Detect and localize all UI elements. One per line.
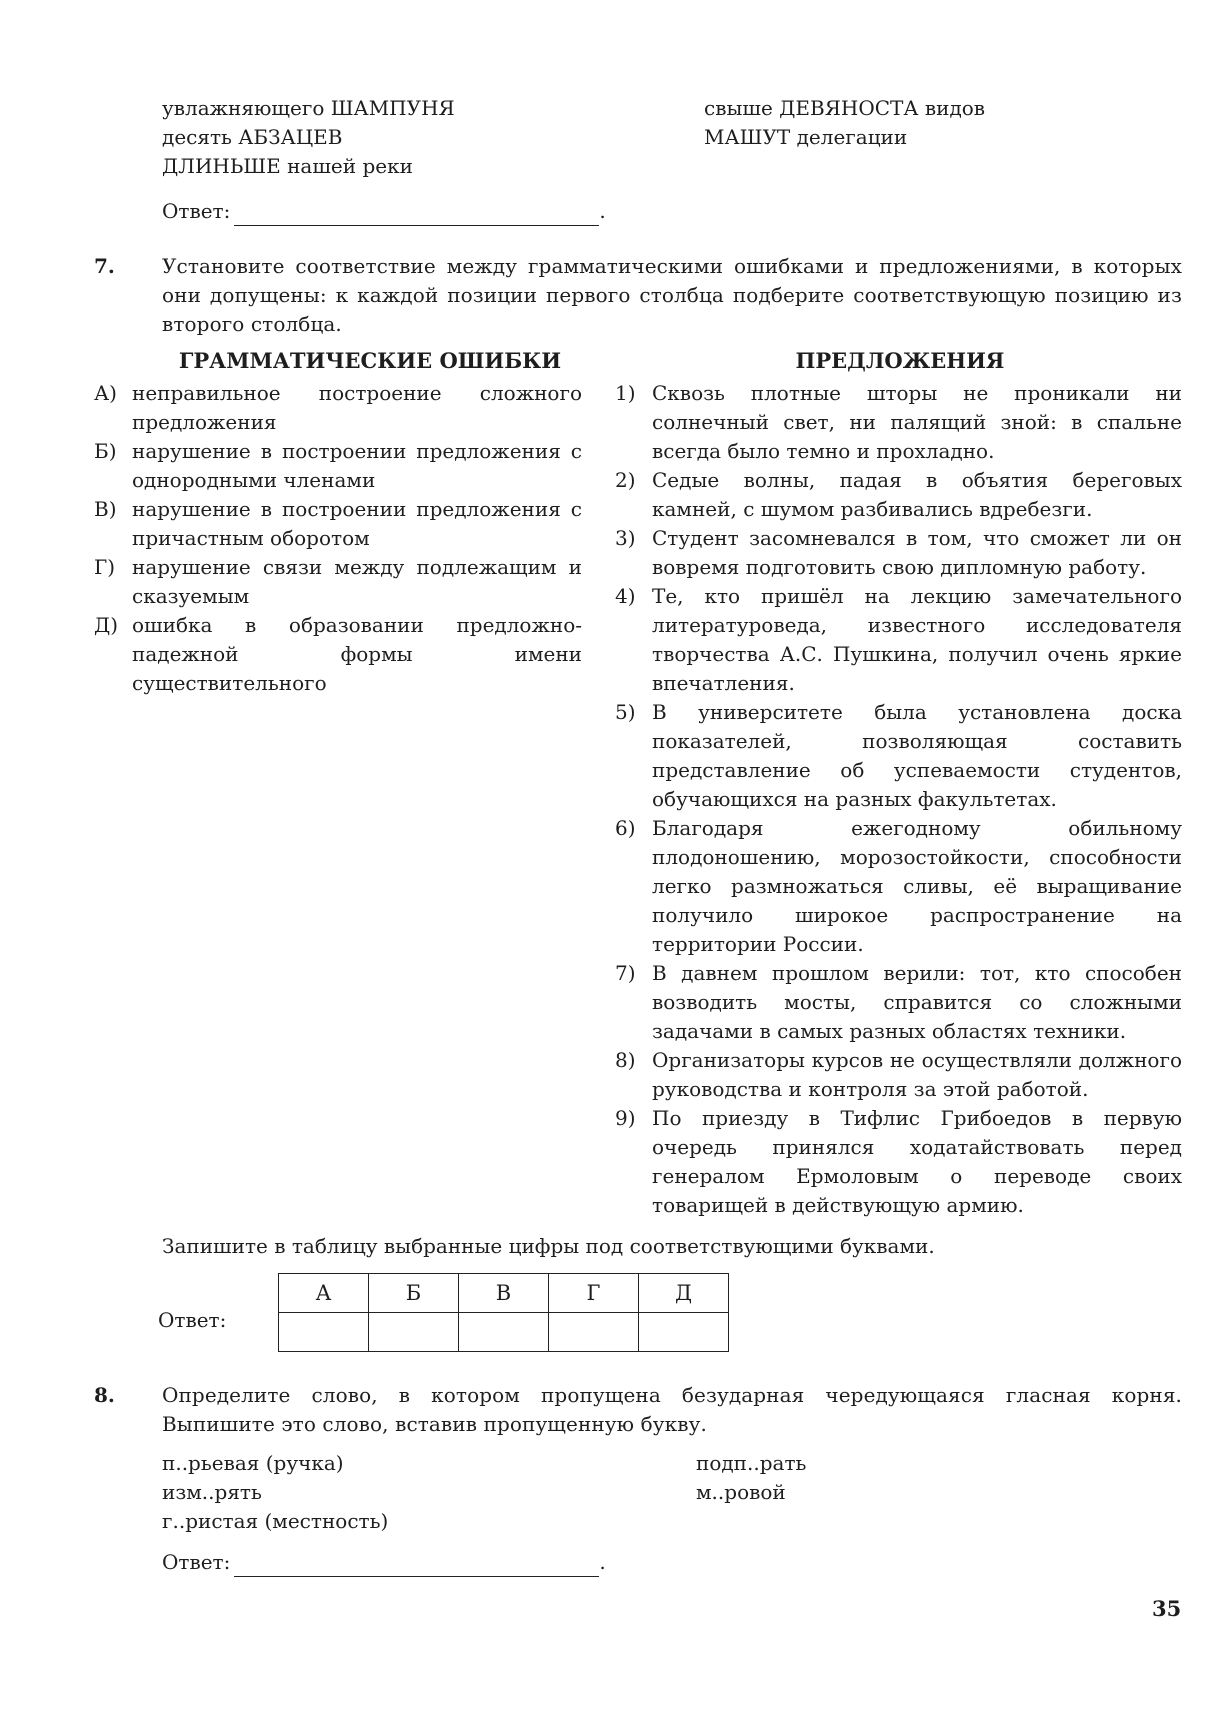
sentence-item — [615, 466, 1182, 524]
answer-field[interactable] — [234, 203, 599, 226]
question-8-number: 8. — [94, 1383, 115, 1407]
word-item: изм..рять — [162, 1480, 262, 1504]
sentence-text: Сквозь плотные шторы не проникали ни солнечный свет, ни палящий зной: в спальне всегда было темно и прохладно. — [652, 381, 1182, 463]
table-instruction: Запишите в таблицу выбранные цифры под соответствующими буквами. — [162, 1234, 935, 1258]
error-item — [94, 495, 582, 553]
sentence-mark: 7) — [615, 961, 636, 985]
q8-word-list-left — [162, 1449, 388, 1536]
question-8-text: Определите слово, в котором пропущена безударная чередующаяся гласная корня. Выпишите это слово, вставив пропущенную букву. — [162, 1383, 1182, 1436]
sentence-mark: 6) — [615, 816, 636, 840]
error-text: нарушение в построении предложения с причастным оборотом — [132, 497, 582, 550]
answer-table — [278, 1273, 729, 1352]
error-mark: Г) — [94, 555, 116, 579]
sentences-column-header: ПРЕДЛОЖЕНИЯ — [795, 348, 1005, 373]
word-item: г..ристая (местность) — [162, 1509, 389, 1533]
errors-column-header: ГРАММАТИЧЕСКИЕ ОШИБКИ — [178, 348, 562, 373]
sentence-text: Те, кто пришёл на лекцию замечательного литературоведа, известного исследователя творчества А.С. Пушкина, получил очень яркие впечатления. — [652, 584, 1182, 695]
sentence-text: В университете была установлена доска показателей, позволяющая составить представление об успеваемости студентов, обучающихся на разных факультетах. — [652, 700, 1182, 811]
top-word-list-left — [162, 94, 455, 181]
word-item: ДЛИНЬШЕ нашей реки — [162, 154, 413, 178]
word-item: десять АБЗАЦЕВ — [162, 125, 343, 149]
answer-end: . — [599, 1550, 606, 1574]
answer-table-header: В — [459, 1274, 549, 1313]
sentence-text: В давнем прошлом верили: тот, кто способен возводить мосты, справится со сложными задачами в самых разных областях техники. — [652, 961, 1182, 1043]
word-item: п..рьевая (ручка) — [162, 1451, 344, 1475]
error-mark: Б) — [94, 439, 117, 463]
answer-label: Ответ: — [162, 199, 231, 223]
sentence-item — [615, 698, 1182, 814]
word-item: увлажняющего ШАМПУНЯ — [162, 96, 455, 120]
sentence-item — [615, 582, 1182, 698]
sentence-item — [615, 1046, 1182, 1104]
error-item — [94, 611, 582, 698]
error-mark: А) — [94, 381, 117, 405]
question-7-number: 7. — [94, 254, 115, 278]
q8-word-list-right — [696, 1449, 806, 1507]
sentence-mark: 8) — [615, 1048, 636, 1072]
error-text: неправильное построение сложного предложения — [132, 381, 582, 434]
answer-line-q6 — [162, 197, 606, 226]
sentence-item — [615, 814, 1182, 959]
sentence-item — [615, 1104, 1182, 1220]
sentence-mark: 2) — [615, 468, 636, 492]
answer-table-value-row — [279, 1313, 729, 1352]
error-text: ошибка в образовании предложно-падежной формы имени существительного — [132, 613, 582, 695]
top-word-list-right — [704, 94, 985, 152]
error-item — [94, 553, 582, 611]
answer-cell[interactable] — [279, 1313, 369, 1352]
error-mark: Д) — [94, 613, 119, 637]
answer-table-header: Б — [369, 1274, 459, 1313]
sentence-item — [615, 379, 1182, 466]
answer-cell[interactable] — [549, 1313, 639, 1352]
sentence-item — [615, 959, 1182, 1046]
answer-table-header: Д — [639, 1274, 729, 1313]
sentence-mark: 5) — [615, 700, 636, 724]
answer-field[interactable] — [234, 1554, 599, 1577]
word-item: свыше ДЕВЯНОСТА видов — [704, 96, 986, 120]
answer-cell[interactable] — [459, 1313, 549, 1352]
word-item: подп..рать — [696, 1451, 807, 1475]
answer-table-header-row — [279, 1274, 729, 1313]
sentence-mark: 4) — [615, 584, 636, 608]
sentence-mark: 1) — [615, 381, 636, 405]
word-item: МАШУТ делегации — [704, 125, 908, 149]
answer-table-header: А — [279, 1274, 369, 1313]
sentence-item — [615, 524, 1182, 582]
sentence-mark: 3) — [615, 526, 636, 550]
word-item: м..ровой — [696, 1480, 786, 1504]
answer-label: Ответ: — [158, 1308, 227, 1332]
sentence-text: Студент засомневался в том, что сможет ли он вовремя подготовить свою дипломную работу. — [652, 526, 1182, 579]
answer-cell[interactable] — [639, 1313, 729, 1352]
answer-table-header: Г — [549, 1274, 639, 1313]
sentence-mark: 9) — [615, 1106, 636, 1130]
sentence-text: По приезду в Тифлис Грибоедов в первую очередь принялся ходатайствовать перед генералом Ермоловым о переводе своих товарищей в действующую армию. — [652, 1106, 1182, 1217]
answer-label: Ответ: — [162, 1550, 231, 1574]
error-text: нарушение в построении предложения с однородными членами — [132, 439, 582, 492]
error-item — [94, 379, 582, 437]
page-number: 35 — [1152, 1596, 1182, 1621]
sentence-text: Седые волны, падая в объятия береговых камней, с шумом разбивались вдребезги. — [652, 468, 1182, 521]
answer-cell[interactable] — [369, 1313, 459, 1352]
error-item — [94, 437, 582, 495]
sentence-text: Благодаря ежегодному обильному плодоношению, морозостойкости, способности легко размножаться сливы, её выращивание получило широкое распространение на территории России. — [652, 816, 1182, 956]
error-text: нарушение связи между подлежащим и сказуемым — [132, 555, 582, 608]
answer-end: . — [599, 199, 606, 223]
sentence-text: Организаторы курсов не осуществляли должного руководства и контроля за этой работой. — [652, 1048, 1182, 1101]
answer-line-q8 — [162, 1548, 606, 1577]
question-7-text: Установите соответствие между грамматическими ошибками и предложениями, в которых они допущены: к каждой позиции первого столбца подберите соответствующую позицию из второго столбца. — [162, 254, 1182, 336]
error-mark: В) — [94, 497, 117, 521]
